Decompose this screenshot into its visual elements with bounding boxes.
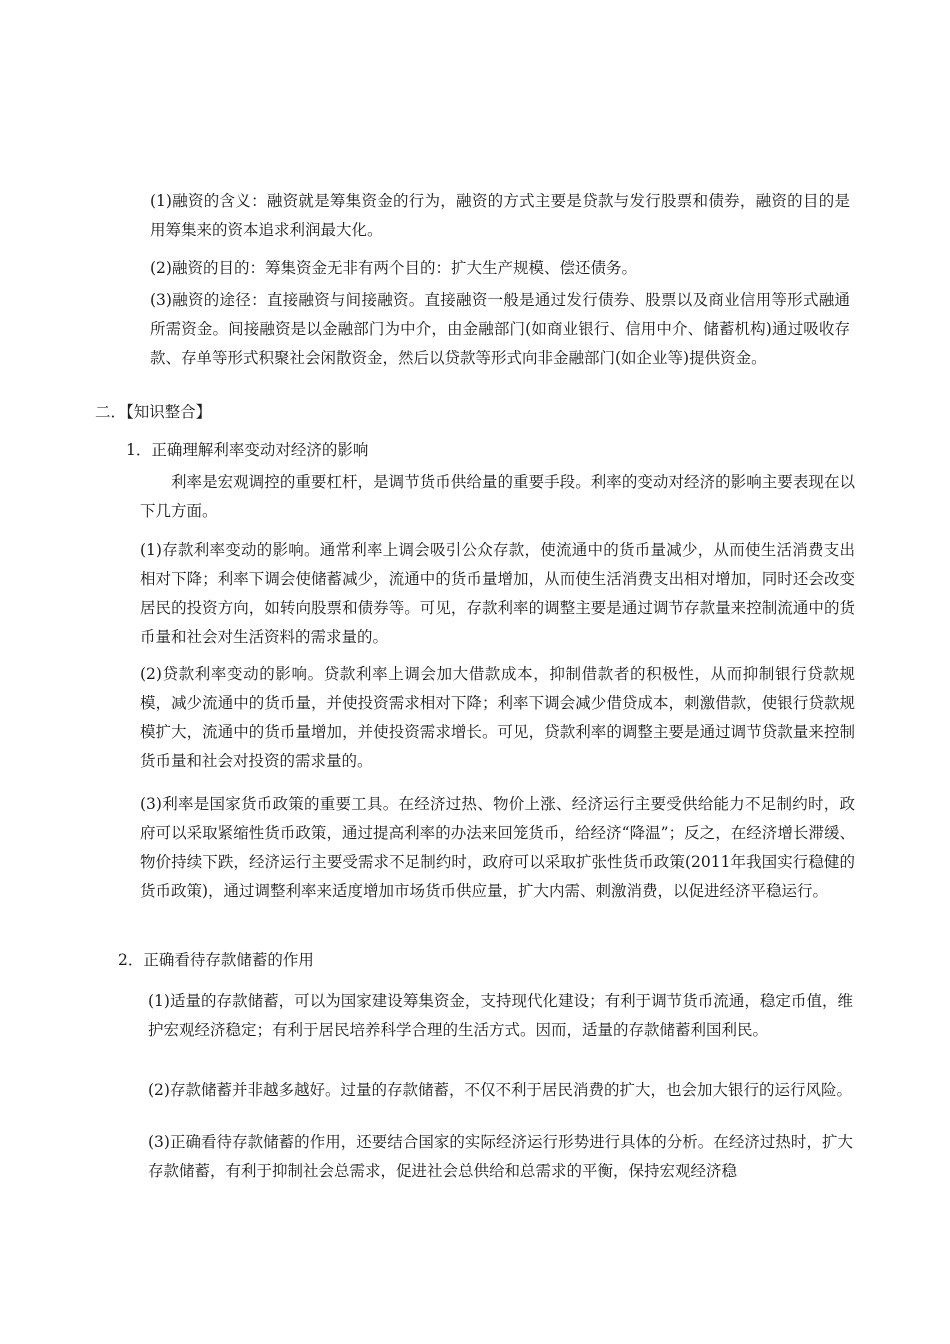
financing-purpose-paragraph: (2)融资的目的：筹集资金无非有两个目的：扩大生产规模、偿还债务。	[150, 259, 637, 277]
savings-analysis-paragraph: (3)正确看待存款储蓄的作用，还要结合国家的实际经济运行形势进行具体的分析。在经济过热时，扩大存款储蓄，有利于抑制社会总需求，促进社会总供给和总需求的平衡，保持宏观经济稳	[148, 1133, 853, 1180]
subsection-title-savings: 2．正确看待存款储蓄的作用	[118, 951, 314, 969]
financing-meaning-paragraph: (1)融资的含义：融资就是筹集资金的行为，融资的方式主要是贷款与发行股票和债券，融资的目的是用筹集来的资本追求利润最大化。	[150, 192, 850, 239]
financing-channels-paragraph: (3)融资的途径：直接融资与间接融资。直接融资一般是通过发行债券、股票以及商业信用等形式融通所需资金。间接融资是以金融部门为中介，由金融部门(如商业银行、信用中介、储蓄机构)通过吸收存款、存单等形式积聚社会闲散资金，然后以贷款等形式向非金融部门(如企业等)提供资金。	[150, 291, 850, 367]
savings-excess-paragraph: (2)存款储蓄并非越多越好。过量的存款储蓄，不仅不利于居民消费的扩大，也会加大银行的运行风险。	[148, 1081, 852, 1099]
deposit-rate-paragraph: (1)存款利率变动的影响。通常利率上调会吸引公众存款，使流通中的货币量减少，从而使生活消费支出相对下降；利率下调会使储蓄减少，流通中的货币量增加，从而使生活消费支出相对增加，同时还会改变居民的投资方向，如转向股票和债券等。可见，存款利率的调整主要是通过调节存款量来控制流通中的货币量和社会对生活资料的需求量的。	[140, 541, 855, 646]
subsection-title-interest-rate: 1．正确理解利率变动对经济的影响	[126, 441, 369, 459]
monetary-policy-paragraph: (3)利率是国家货币政策的重要工具。在经济过热、物价上涨、经济运行主要受供给能力不足制约时，政府可以采取紧缩性货币政策，通过提高利率的办法来回笼货币，给经济“降温”；反之，在经济增长滞缓、物价持续下跌，经济运行主要受需求不足制约时，政府可以采取扩张性货币政策(2011年我国实行稳健的货币政策)，通过调整利率来适度增加市场货币供应量，扩大内需、刺激消费，以促进经济平稳运行。	[140, 795, 855, 900]
loan-rate-paragraph: (2)贷款利率变动的影响。贷款利率上调会加大借款成本，抑制借款者的积极性，从而抑制银行贷款规模，减少流通中的货币量，并使投资需求相对下降；利率下调会减少借贷成本，刺激借款，使银行贷款规模扩大，流通中的货币量增加，并使投资需求增长。可见，贷款利率的调整主要是通过调节贷款量来控制货币量和社会对投资的需求量的。	[140, 665, 855, 770]
savings-benefit-paragraph: (1)适量的存款储蓄，可以为国家建设筹集资金，支持现代化建设；有利于调节货币流通，稳定币值，维护宏观经济稳定；有利于居民培养科学合理的生活方式。因而，适量的存款储蓄利国利民。	[148, 992, 853, 1039]
section-heading-knowledge-integration: 二．【知识整合】	[95, 403, 212, 421]
interest-rate-intro-paragraph: 利率是宏观调控的重要杠杆，是调节货币供给量的重要手段。利率的变动对经济的影响主要表现在以下几方面。	[140, 473, 855, 520]
